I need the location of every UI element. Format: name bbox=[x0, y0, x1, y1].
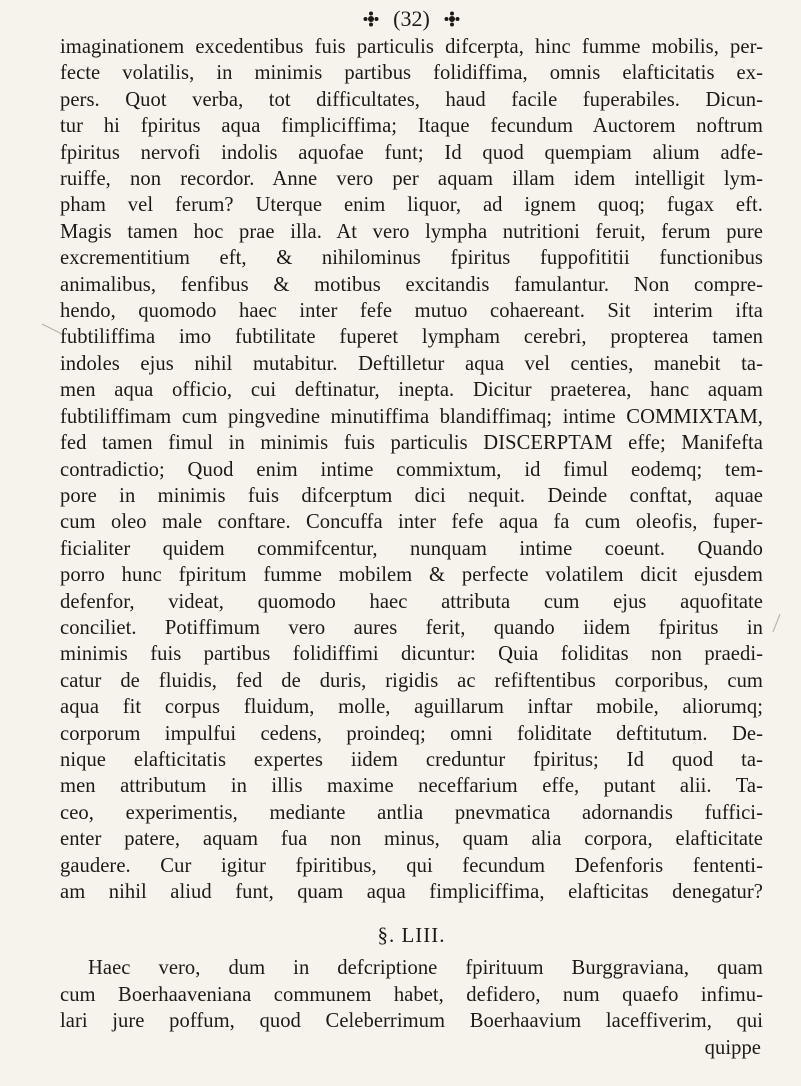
text-line: cum Boerhaaveniana communem habet, defidero, num quaefo infimu- bbox=[60, 983, 763, 1006]
text-line: hendo, quomodo haec inter fefe mutuo cohaereant. Sit interim ifta bbox=[60, 300, 763, 323]
margin-mark bbox=[770, 612, 784, 634]
text-line: nique elafticitatis expertes iidem creduntur fpiritus; Id quod ta- bbox=[60, 748, 763, 771]
text-line: defenfor, videat, quomodo haec attributa cum ejus aquofitate bbox=[60, 590, 763, 613]
text-line: minimis fuis partibus folidiffimi dicuntur: Quia foliditas non praedi- bbox=[60, 643, 763, 666]
text-line: fubtiliffima imo fubtilitate fuperet lympham cerebri, propterea tamen bbox=[60, 326, 763, 349]
text-line: pers. Quot verba, tot difficultates, haud facile fuperabiles. Dicun- bbox=[60, 88, 763, 111]
text-line: fed tamen fimul in minimis fuis particulis DISCERPTAM effe; Manifefta bbox=[60, 432, 763, 455]
text-line: am nihil aliud funt, quam aqua fimpliciffima, elafticitas denegatur? bbox=[60, 881, 763, 903]
text-line: men aqua officio, cui deftinatur, inepta. Dicitur praeterea, hanc aquam bbox=[60, 379, 763, 402]
text-line: fubtiliffimam cum pingvedine minutiffima blandiffimaq; intime COMMIXTAM, bbox=[60, 405, 763, 428]
text-line: imaginationem excedentibus fuis particulis difcerpta, hinc fumme mobilis, per- bbox=[60, 36, 763, 58]
text-line: pore in minimis fuis difcerptum dici nequit. Deinde conftat, aquae bbox=[60, 484, 763, 507]
text-line: pham vel ferum? Uterque enim liquor, ad ignem quoq; fugax eft. bbox=[60, 194, 763, 217]
text-line: aqua fit corpus fluidum, molle, aguillarum inftar mobile, aliorumq; bbox=[60, 696, 763, 719]
text-line: Magis tamen hoc prae illa. At vero lympha nutritioni feruit, ferum pure bbox=[60, 220, 763, 243]
text-line: corporum impulfui cedens, proindeq; omni foliditate deftitutum. De- bbox=[60, 722, 763, 745]
text-line: ficialiter quidem commifcentur, nunquam intime coeunt. Quando bbox=[60, 537, 763, 560]
text-line: contradictio; Quod enim intime commixtum, id fimul eodemq; tem- bbox=[60, 458, 763, 481]
section-heading: §. LIII. bbox=[377, 923, 446, 948]
text-line: conciliet. Potiffimum vero aures ferit, quando iidem fpiritus in bbox=[60, 616, 763, 639]
text-line: excrementitium eft, & nihilominus fpiritus fuppofititii functionibus bbox=[60, 247, 763, 270]
text-line: Haec vero, dum in defcriptione fpirituum Burggraviana, quam bbox=[88, 957, 763, 980]
text-line: enter patere, aquam fua non minus, quam alia corpora, elafticitate bbox=[60, 828, 763, 851]
main-text bbox=[60, 34, 763, 1061]
floral-ornament-icon bbox=[444, 11, 460, 27]
floral-ornament-icon bbox=[363, 11, 379, 27]
page-header bbox=[60, 4, 763, 34]
text-line: ceo, experimentis, mediante antlia pnevmatica adornandis fuffici- bbox=[60, 801, 763, 824]
text-line: cum oleo male conftare. Concuffa inter fefe aqua fa cum oleofis, fuper- bbox=[60, 511, 763, 534]
text-line: gaudere. Cur igitur fpiritibus, qui fecundum Defenforis fententi- bbox=[60, 854, 763, 877]
text-line: fecte volatilis, in minimis partibus folidiffima, omnis elafticitatis ex- bbox=[60, 62, 763, 85]
text-line: ruiffe, non recordor. Anne vero per aquam illam idem intelligit lym- bbox=[60, 168, 763, 191]
text-line: catur de fluidis, fed de duris, rigidis ac refiftentibus corporibus, cum bbox=[60, 669, 763, 692]
page-number: (32) bbox=[393, 6, 430, 31]
text-line: porro hunc fpiritum fumme mobilem & perfecte volatilem dicit ejusdem bbox=[60, 564, 763, 587]
text-line: tur hi fpiritus aqua fimpliciffima; Itaque fecundum Auctorem noftrum bbox=[60, 115, 763, 138]
text-line: men attributum in illis maxime neceffarium effe, putant alii. Ta- bbox=[60, 775, 763, 798]
paragraph bbox=[60, 34, 763, 905]
margin-mark bbox=[40, 322, 66, 336]
text-line: lari jure poffum, quod Celeberrimum Boerhaavium laceffiverim, qui bbox=[60, 1010, 763, 1033]
text-line: fpiritus nervofi indolis aquofae funt; Id quod quempiam alium adfe- bbox=[60, 141, 763, 164]
text-line: indoles ejus nihil mutabitur. Deftilletur aqua vel centies, manebit ta- bbox=[60, 352, 763, 375]
text-line: animalibus, fenfibus & motibus excitandis famulantur. Non compre- bbox=[60, 273, 763, 296]
paragraph bbox=[60, 955, 763, 1034]
catchword: quippe bbox=[704, 1036, 761, 1059]
